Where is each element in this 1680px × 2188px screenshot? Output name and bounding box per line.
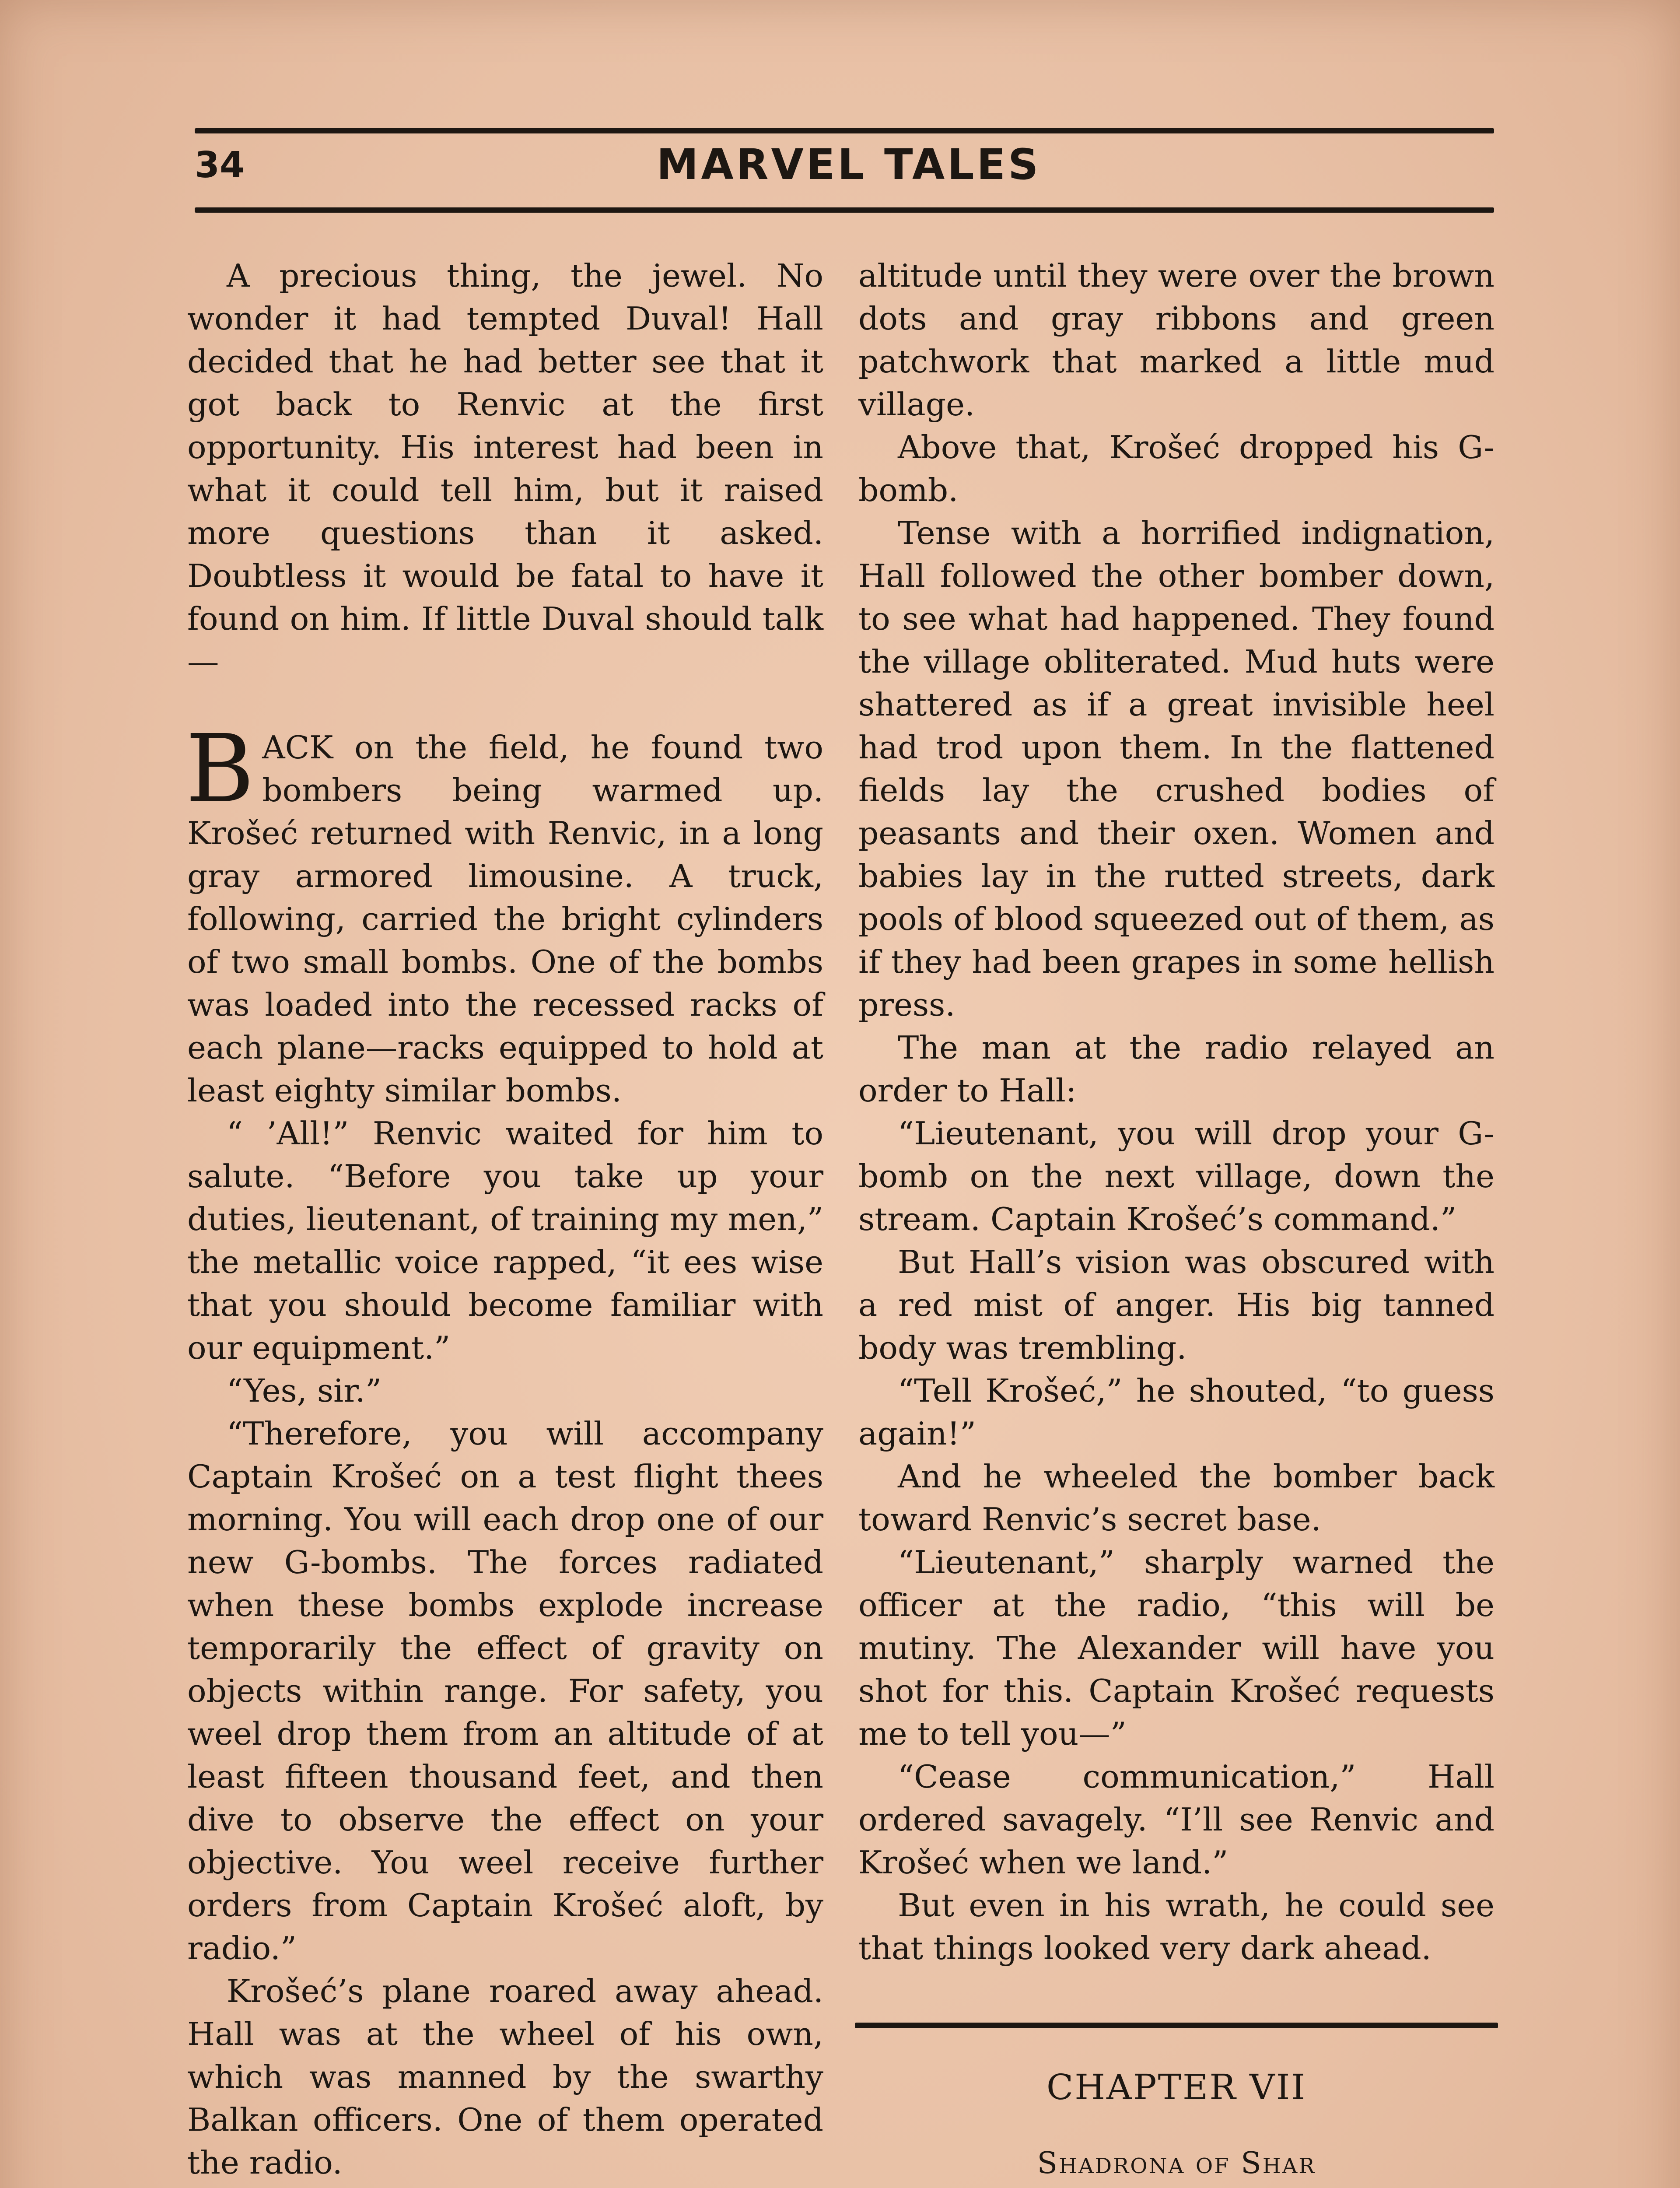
running-title: MARVEL TALES <box>656 140 1041 189</box>
chapter-number: CHAPTER VII <box>1046 2067 1306 2107</box>
section-break <box>187 684 823 726</box>
paragraph: “Lieutenant,” sharply warned the officer at the radio, “this will be mutiny. The Alexander will have you shot for this. Captain Krošeć requests me to tell you—” <box>858 1544 1494 1753</box>
header-top-rule <box>195 128 1494 133</box>
paragraph: Tense with a horrified indignation, Hall followed the other bomber down, to see what had happened. They found the village obliterated. Mud huts were shattered as if a great invisible heel had trod upon them. In the flattened fields lay the crushed bodies of peasants and their oxen. Women and babies lay in the rutted streets, dark pools of blood squeezed out of them, as if they had been grapes in some hellish press. <box>858 515 1494 1024</box>
paragraph: Above that, Krošeć dropped his G-bomb. <box>858 429 1494 509</box>
paragraph: But even in his wrath, he could see that things looked very dark ahead. <box>858 1887 1494 1967</box>
paragraph: Krošeć’s plane roared away ahead. Hall was at the wheel of his own, which was manned by the swarthy Balkan officers. One of them operated the radio. <box>187 1973 823 2181</box>
paragraph: “Lieutenant, you will drop your G-bomb on the next village, down the stream. Captain Krošeć’s command.” <box>858 1115 1494 1238</box>
paragraph: “Yes, sir.” <box>227 1373 382 1410</box>
paragraph: “Cease communication,” Hall ordered savagely. “I’ll see Renvic and Krošeć when we land.” <box>858 1759 1494 1881</box>
page-number: 34 <box>195 144 245 186</box>
lead-word: ACK <box>262 729 333 766</box>
chapter-top-rule <box>855 2023 1498 2028</box>
paragraph: But Hall’s vision was obscured with a red mist of anger. His big tanned body was trembling. <box>858 1244 1494 1367</box>
paragraph: “Tell Krošeć,” he shouted, “to guess again!” <box>858 1373 1494 1452</box>
dropcap-paragraph <box>186 715 823 1112</box>
paragraph-text: on the field, he found two bombers being warmed up. Krošeć returned with Renvic, in a long gray armored limousine. A truck, following, carried the bright cylinders of two small bombs. One of the bombs was loaded into the recessed racks of each plane—racks equipped to hold at least eighty similar bombs. <box>187 729 823 1109</box>
paragraph: “Therefore, you will accompany Captain Krošeć on a test flight thees morning. You will each drop one of our new G-bombs. The forces radiated when these bombs explode increase temporarily the effect of gravity on objects within range. For safety, you weel drop them from an altitude of at least fifteen thousand feet, and then dive to observe the effect on your objective. You weel receive further orders from Captain Krošeć aloft, by radio.” <box>187 1416 823 1967</box>
header-bottom-rule <box>195 207 1494 213</box>
paragraph: And he wheeled the bomber back toward Renvic’s secret base. <box>858 1459 1494 1538</box>
chapter-title: Shadrona of Shar <box>1037 2146 1316 2181</box>
left-column <box>187 255 823 2188</box>
right-column <box>858 255 1494 2188</box>
paragraph: “ ’All!” Renvic waited for him to salute. “Before you take up your duties, lieutenant, of training my men,” the metallic voice rapped, “it ees wise that you should become familiar with our equipment.” <box>187 1115 823 1367</box>
paragraph: The man at the radio relayed an order to Hall: <box>858 1030 1494 1109</box>
drop-cap: B <box>186 715 255 824</box>
paragraph: altitude until they were over the brown dots and gray ribbons and green patchwork that marked a little mud village. <box>858 258 1494 423</box>
paragraph <box>187 2184 823 2188</box>
paragraph: A precious thing, the jewel. No wonder it had tempted Duval! Hall decided that he had better see that it got back to Renvic at the first opportunity. His interest had been in what it could tell him, but it raised more questions than it asked. Doubtless it would be fatal to have it found on him. If little Duval should talk— <box>187 258 823 680</box>
